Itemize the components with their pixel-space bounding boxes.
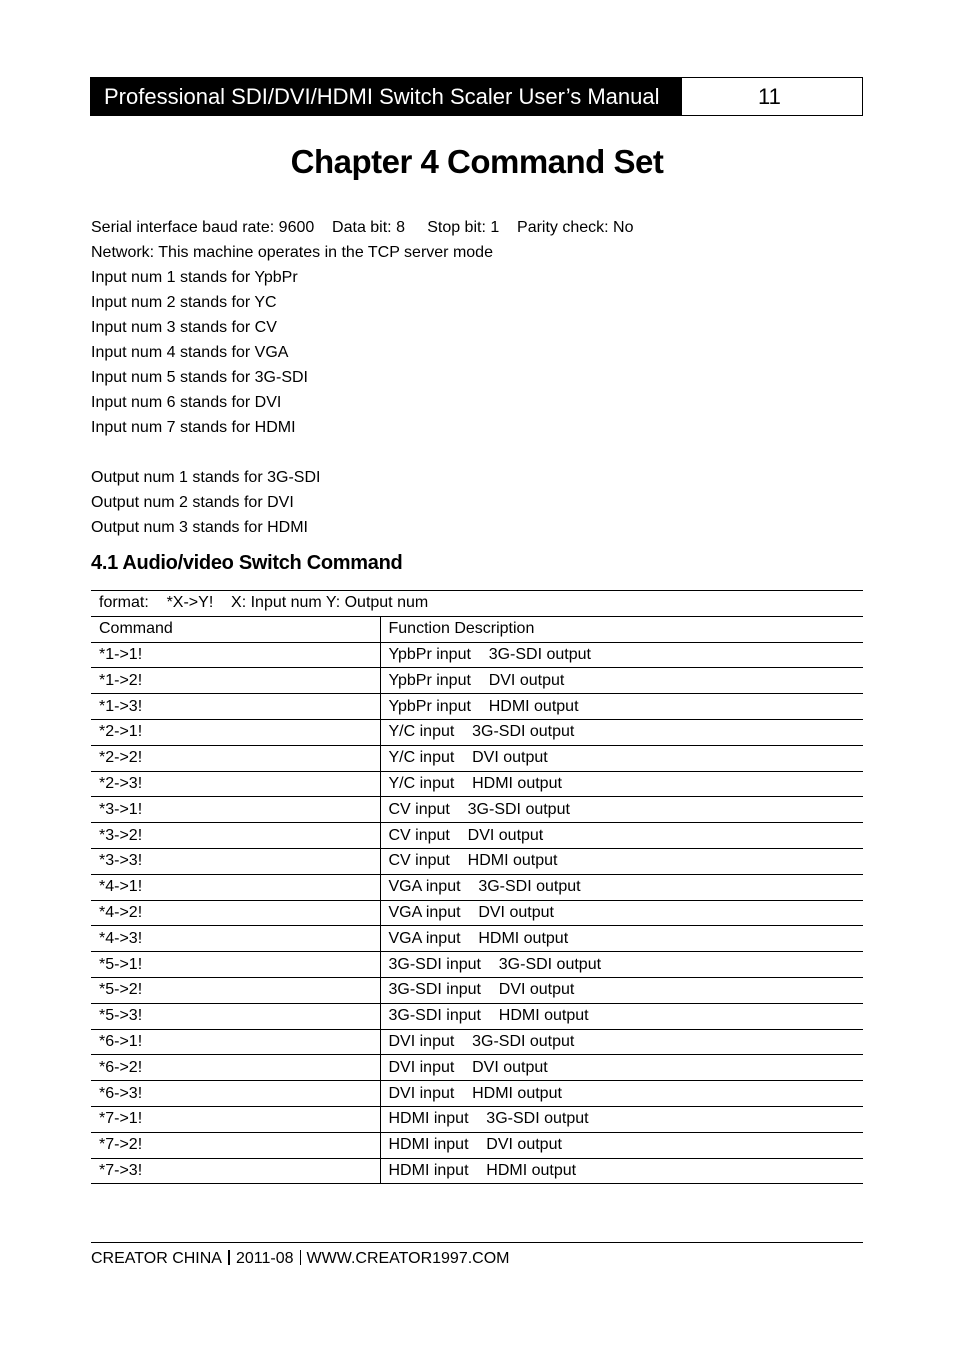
- command-table: [91, 590, 863, 1184]
- table-row: [91, 1029, 863, 1055]
- command-cell: *1->2!: [91, 668, 380, 694]
- intro-text: [91, 215, 634, 540]
- description-cell: VGA input HDMI output: [380, 926, 863, 952]
- footer-company: CREATOR CHINA: [91, 1250, 222, 1267]
- command-cell: *2->1!: [91, 719, 380, 745]
- table-row: [91, 1003, 863, 1029]
- command-cell: *7->2!: [91, 1132, 380, 1158]
- footer-separator: [228, 1250, 230, 1265]
- footer-website: WWW.CREATOR1997.COM: [306, 1250, 510, 1267]
- command-cell: *1->3!: [91, 694, 380, 720]
- command-cell: *4->1!: [91, 874, 380, 900]
- format-row: [91, 591, 863, 617]
- command-cell: *6->3!: [91, 1081, 380, 1107]
- command-cell: *2->2!: [91, 745, 380, 771]
- table-row: [91, 874, 863, 900]
- intro-line: Output num 3 stands for HDMI: [91, 519, 308, 536]
- header-row: [91, 616, 863, 642]
- intro-line: Input num 2 stands for YC: [91, 294, 277, 311]
- format-cell: format: *X->Y! X: Input num Y: Output num: [91, 591, 863, 617]
- description-cell: VGA input DVI output: [380, 900, 863, 926]
- command-cell: *4->2!: [91, 900, 380, 926]
- intro-line: Output num 1 stands for 3G-SDI: [91, 469, 321, 486]
- intro-line: Input num 3 stands for CV: [91, 319, 277, 336]
- table-row: [91, 642, 863, 668]
- description-cell: HDMI input HDMI output: [380, 1158, 863, 1184]
- description-cell: DVI input HDMI output: [380, 1081, 863, 1107]
- table-row: [91, 823, 863, 849]
- table-row: [91, 797, 863, 823]
- table-row: [91, 977, 863, 1003]
- table-row: [91, 1055, 863, 1081]
- command-cell: *6->1!: [91, 1029, 380, 1055]
- description-cell: Y/C input 3G-SDI output: [380, 719, 863, 745]
- manual-title: Professional SDI/DVI/HDMI Switch Scaler User’s Manual: [91, 78, 682, 115]
- command-cell: *5->2!: [91, 977, 380, 1003]
- command-cell: *2->3!: [91, 771, 380, 797]
- description-cell: HDMI input 3G-SDI output: [380, 1106, 863, 1132]
- footer-date: 2011-08: [235, 1250, 294, 1267]
- footer-separator: [300, 1250, 301, 1265]
- command-cell: *5->1!: [91, 952, 380, 978]
- table-row: [91, 900, 863, 926]
- table-row: [91, 719, 863, 745]
- table-row: [91, 1132, 863, 1158]
- intro-line: Input num 7 stands for HDMI: [91, 419, 296, 436]
- table-row: [91, 771, 863, 797]
- table-row: [91, 694, 863, 720]
- command-cell: *1->1!: [91, 642, 380, 668]
- description-cell: DVI input 3G-SDI output: [380, 1029, 863, 1055]
- chapter-title: Chapter 4 Command Set: [290, 143, 664, 180]
- description-cell: Y/C input HDMI output: [380, 771, 863, 797]
- table-row: [91, 668, 863, 694]
- description-cell: CV input DVI output: [380, 823, 863, 849]
- intro-line: Serial interface baud rate: 9600 Data bit: 8 Stop bit: 1 Parity check: No: [91, 219, 634, 236]
- intro-line: Output num 2 stands for DVI: [91, 494, 294, 511]
- blank-line: [91, 440, 634, 465]
- table-row: [91, 1081, 863, 1107]
- intro-line: Input num 4 stands for VGA: [91, 344, 289, 361]
- command-cell: *5->3!: [91, 1003, 380, 1029]
- section-title: 4.1 Audio/video Switch Command: [91, 552, 403, 574]
- intro-line: Input num 6 stands for DVI: [91, 394, 282, 411]
- command-cell: *3->3!: [91, 848, 380, 874]
- page-footer: [91, 1242, 863, 1268]
- description-cell: YpbPr input HDMI output: [380, 694, 863, 720]
- table-row: [91, 1158, 863, 1184]
- command-cell: *3->1!: [91, 797, 380, 823]
- description-cell: DVI input DVI output: [380, 1055, 863, 1081]
- command-cell: *3->2!: [91, 823, 380, 849]
- table-row: [91, 952, 863, 978]
- intro-line: Input num 5 stands for 3G-SDI: [91, 369, 308, 386]
- description-cell: Y/C input DVI output: [380, 745, 863, 771]
- column-header-command: Command: [91, 616, 380, 642]
- page-number: 11: [758, 84, 781, 109]
- description-cell: 3G-SDI input 3G-SDI output: [380, 952, 863, 978]
- page-header: [90, 77, 863, 116]
- column-header-function: Function Description: [380, 616, 863, 642]
- command-cell: *7->3!: [91, 1158, 380, 1184]
- description-cell: 3G-SDI input DVI output: [380, 977, 863, 1003]
- description-cell: YpbPr input DVI output: [380, 668, 863, 694]
- description-cell: CV input HDMI output: [380, 848, 863, 874]
- table-row: [91, 926, 863, 952]
- description-cell: 3G-SDI input HDMI output: [380, 1003, 863, 1029]
- intro-line: Input num 1 stands for YpbPr: [91, 269, 298, 286]
- table-row: [91, 745, 863, 771]
- description-cell: YpbPr input 3G-SDI output: [380, 642, 863, 668]
- description-cell: VGA input 3G-SDI output: [380, 874, 863, 900]
- command-cell: *4->3!: [91, 926, 380, 952]
- table-row: [91, 848, 863, 874]
- description-cell: HDMI input DVI output: [380, 1132, 863, 1158]
- table-row: [91, 1106, 863, 1132]
- command-cell: *7->1!: [91, 1106, 380, 1132]
- description-cell: CV input 3G-SDI output: [380, 797, 863, 823]
- command-cell: *6->2!: [91, 1055, 380, 1081]
- intro-line: Network: This machine operates in the TCP server mode: [91, 244, 493, 261]
